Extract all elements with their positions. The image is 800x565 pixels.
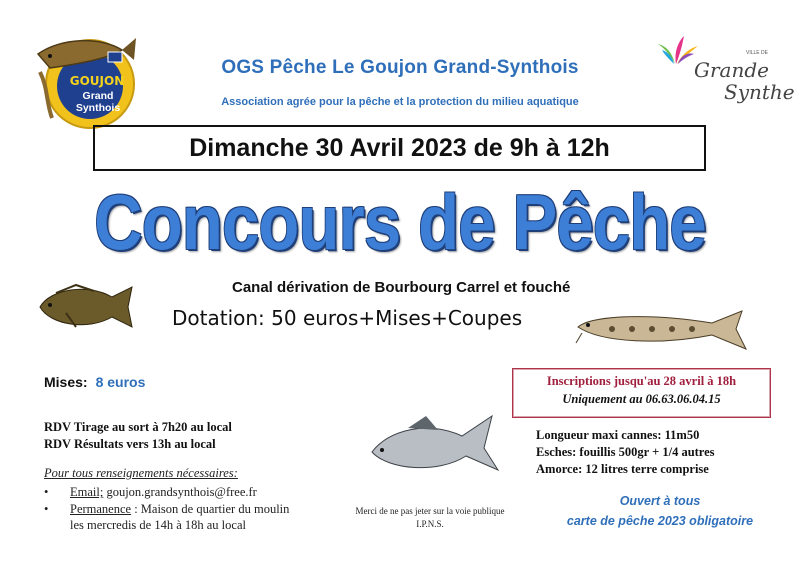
logo-grand-synthois-text: Grand Synthois [75,90,121,114]
mises-value: 8 euros [95,374,146,390]
logo-ville-de: VILLE DE [746,50,768,56]
logo-goujon-text: GOUJON [69,74,125,88]
event-date-box [93,125,706,171]
club-logo [30,28,142,132]
open-to-all: Ouvert à tous [619,494,701,508]
info-email-item: • Email; goujon.grandsynthois@free.fr [44,485,257,499]
rdv-resultats: RDV Résultats vers 13h au local [44,437,216,451]
club-subtitle: Association agrée pour la pêche et la protection du milieu aquatique [221,96,579,108]
info-permanence-item: • Permanence : Maison de quartier du moulin [44,502,290,516]
merci-text: Merci de ne pas jeter sur la voie publique [355,506,505,516]
event-dotation: Dotation: 50 euros+Mises+Coupes [172,306,523,330]
crucian-carp-icon [36,283,136,331]
ipns-text: I.P.N.S. [416,519,444,529]
rule-cannes: Longueur maxi cannes: 11m50 [536,428,700,442]
permanence-hours: les mercredis de 14h à 18h au local [70,518,246,532]
rule-amorce: Amorce: 12 litres terre comprise [536,462,709,476]
inscriptions-box [512,368,771,418]
club-title: OGS Pêche Le Goujon Grand-Synthois [221,57,579,78]
event-date: Dimanche 30 Avril 2023 de 9h à 12h [189,133,610,162]
logo-grande-text: Grande [694,58,769,82]
rule-esches: Esches: fouillis 500gr + 1/4 autres [536,445,715,459]
permanence-value: : Maison de quartier du moulin [131,502,290,516]
inscriptions-phone: Uniquement au 06.63.06.04.15 [562,392,721,406]
bream-icon [368,410,502,476]
fishing-card-required: carte de pêche 2023 obligatoire [566,514,754,528]
info-heading: Pour tous renseignements nécessaires: [44,466,238,480]
city-logo [650,28,795,110]
event-location: Canal dérivation de Bourbourg Carrel et fouché [232,279,571,296]
email-link[interactable]: goujon.grandsynthois@free.fr [103,485,257,499]
logo-synthe-text: Synthe [724,80,795,104]
mises-label: Mises: [44,374,88,390]
rdv-tirage: RDV Tirage au sort à 7h20 au local [44,420,232,434]
gudgeon-icon [572,303,752,355]
permanence-label: Permanence [70,502,132,516]
email-label: Email; [70,485,104,499]
event-title: Concours de Pêche [94,178,706,266]
mises-line [44,374,145,390]
inscriptions-deadline: Inscriptions jusqu'au 28 avril à 18h [546,374,737,388]
footer-notice [330,505,530,531]
